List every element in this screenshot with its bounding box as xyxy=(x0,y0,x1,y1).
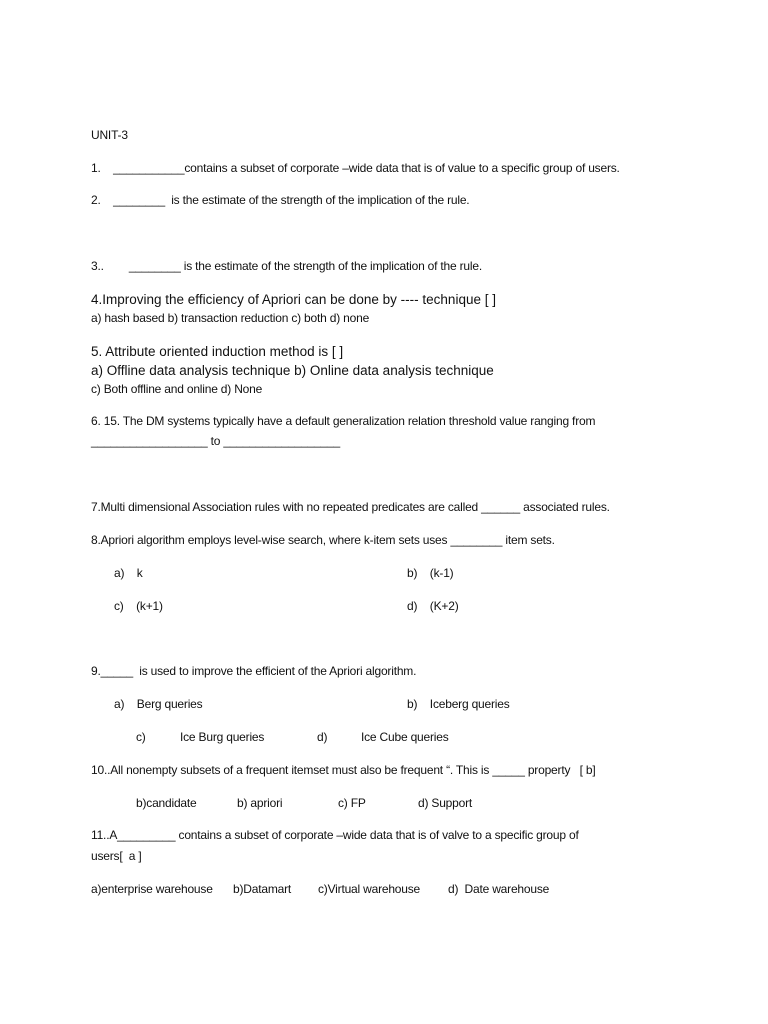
question-11-option-d: d) Date warehouse xyxy=(448,882,550,896)
question-4-options: a) hash based b) transaction reduction c) both d) none xyxy=(91,311,370,325)
question-9-option-b: b) Iceberg queries xyxy=(407,697,510,711)
question-10-option-c: c) FP xyxy=(338,796,366,810)
question-11-line-2: users[ a ] xyxy=(91,849,142,863)
question-8: 8.Apriori algorithm employs level-wise search, where k-item sets uses ________ item sets. xyxy=(91,533,555,547)
question-11-option-c: c)Virtual warehouse xyxy=(318,882,421,896)
question-6-blanks: __________________ to __________________ xyxy=(91,434,340,448)
question-9-option-d-label: d) xyxy=(317,730,328,744)
question-8-option-c: c) (k+1) xyxy=(114,599,163,613)
question-9-option-a: a) Berg queries xyxy=(114,697,203,711)
question-5: 5. Attribute oriented induction method is [ ] xyxy=(91,344,344,359)
question-4: 4.Improving the efficiency of Apriori can be done by ---- technique [ ] xyxy=(91,292,496,307)
question-8-option-a: a) k xyxy=(114,566,143,580)
question-10: 10..All nonempty subsets of a frequent itemset must also be frequent “. This is _____ property [ b] xyxy=(91,763,596,777)
question-9-option-c-label: c) xyxy=(136,730,146,744)
question-8-option-b: b) (k-1) xyxy=(407,566,454,580)
question-5-options-line-2: c) Both offline and online d) None xyxy=(91,382,263,396)
question-6: 6. 15. The DM systems typically have a default generalization relation threshold value ranging from xyxy=(91,414,596,428)
question-10-option-d: d) Support xyxy=(418,796,473,810)
question-10-option-b-apriori: b) apriori xyxy=(237,796,283,810)
question-11-option-a: a)enterprise warehouse xyxy=(91,882,213,896)
question-9-option-d-text: Ice Cube queries xyxy=(361,730,449,744)
question-9-option-c-text: Ice Burg queries xyxy=(180,730,265,744)
question-11-line-1: 11..A_________ contains a subset of corporate –wide data that is of valve to a specific group of xyxy=(91,828,579,842)
question-7: 7.Multi dimensional Association rules with no repeated predicates are called ______ associated rules. xyxy=(91,500,610,514)
question-5-options-line-1: a) Offline data analysis technique b) Online data analysis technique xyxy=(91,363,494,378)
question-11-option-b: b)Datamart xyxy=(233,882,292,896)
question-2: 2. ________ is the estimate of the strength of the implication of the rule. xyxy=(91,193,470,207)
question-9: 9._____ is used to improve the efficient of the Apriori algorithm. xyxy=(91,664,417,678)
question-8-option-d: d) (K+2) xyxy=(407,599,459,613)
question-3: 3.. ________ is the estimate of the strength of the implication of the rule. xyxy=(91,259,482,273)
unit-heading: UNIT-3 xyxy=(91,128,128,142)
question-10-option-b-candidate: b)candidate xyxy=(136,796,197,810)
question-1: 1. ___________contains a subset of corporate –wide data that is of value to a specific group of users. xyxy=(91,161,620,175)
